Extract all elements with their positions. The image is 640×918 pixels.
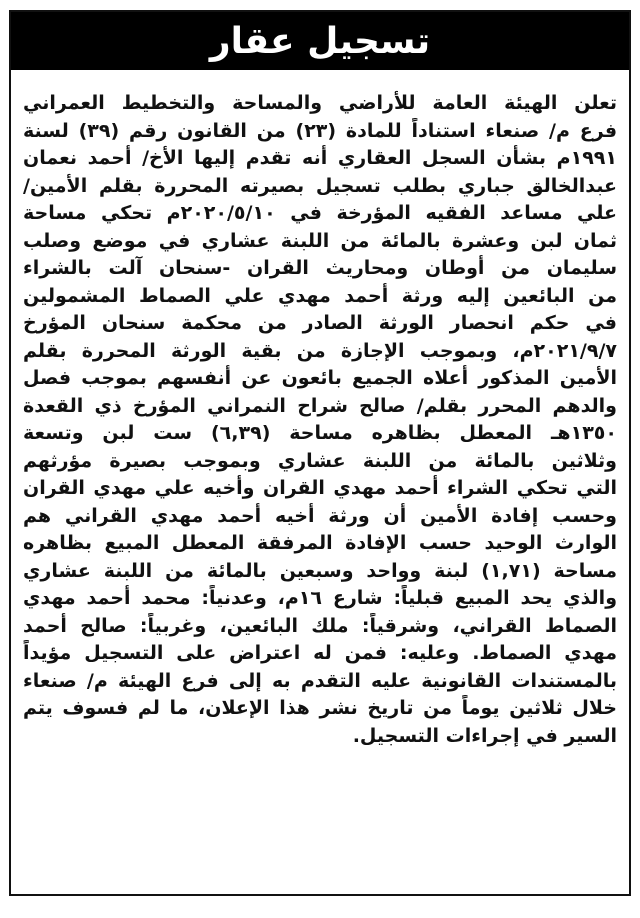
notice-line: ١٩٩١م بشأن السجل العقاري أنه تقدم إليها الأخ/ أحمد نعمان (23, 147, 617, 169)
notice-line: خلال ثلاثين يوماً من تاريخ نشر هذا الإعلان، ما لم فسوف يتم (23, 697, 617, 719)
notice-line: في حكم انحصار الورثة الصادر من محكمة سنحان المؤرخ (23, 312, 617, 334)
notice-line: السير في إجراءات التسجيل. (352, 724, 617, 747)
notice-line: التي تحكي الشراء أحمد مهدي القران وأخيه علي مهدي القران (23, 477, 617, 499)
notice-box (9, 10, 631, 896)
notice-line: مساحة (١,٧١) لبنة وواحد وسبعين بالمائة من اللبنة عشاري (23, 559, 617, 582)
notice-line: الوارث الوحيد حسب الإفادة المرفقة المعطل المبيع بظاهره (23, 532, 617, 554)
notice-line: ثمان لبن وعشرة بالمائة من اللبنة عشاري في موضع وصلب (23, 229, 617, 252)
notice-line: مهدي الصماط. وعليه: فمن له اعتراض على التسجيل مؤيداً (23, 642, 617, 664)
notice-line: ٢٠٢١/٩/٧م، وبموجب الإجازة من بقية الورثة المحررة بقلم (23, 339, 617, 362)
notice-line: والدهم المحرر بقلم/ صالح شراح النمراني المؤرخ ذي القعدة (23, 394, 617, 417)
notice-line: تعلن الهيئة العامة للأراضي والمساحة والتخطيط العمراني (23, 92, 617, 114)
notice-line: فرع م/ صنعاء استناداً للمادة (٢٣) من القانون رقم (٣٩) لسنة (23, 119, 617, 142)
notice-line: من البائعين إليه ورثة أحمد مهدي علي الصماط المشمولين (23, 284, 617, 307)
notice-line: ١٣٥٠هـ المعطل بظاهره مساحة (٦,٣٩) ست لبن وتسعة (23, 422, 617, 444)
notice-line: علي مساعد الفقيه المؤرخة في ٢٠٢٠/٥/١٠م تحكي مساحة (23, 202, 617, 224)
notice-title: تسجيل عقار (209, 20, 431, 62)
notice-line: الأمين المذكور أعلاه الجميع بائعون عن أنفسهم بموجب فصل (23, 367, 617, 389)
notice-body (11, 70, 629, 750)
notice-line: وثلاثين بالمائة من اللبنة عشاري وبموجب بصيرة مؤرثهم (23, 449, 617, 472)
notice-line: والذي يحد المبيع قبلياً: شارع ١٦م، وعدنياً: محمد أحمد مهدي (23, 587, 617, 609)
notice-line: الصماط القراني، وشرقياً: ملك البائعين، وغربياً: صالح أحمد (23, 614, 617, 637)
notice-line: وحسب إفادة الأمين أن ورثة أخيه أحمد مهدي القراني هم (23, 504, 617, 527)
title-bar (11, 12, 629, 70)
notice-line: بالمستندات القانونية عليه التقدم به إلى فرع الهيئة م/ صنعاء (23, 669, 617, 692)
notice-line: عبدالخالق جباري بطلب تسجيل بصيرته المحررة بقلم الأمين/ (23, 174, 617, 197)
notice-line: سليمان من أوطان ومحاريث القران -سنحان آلت بالشراء (23, 257, 617, 279)
